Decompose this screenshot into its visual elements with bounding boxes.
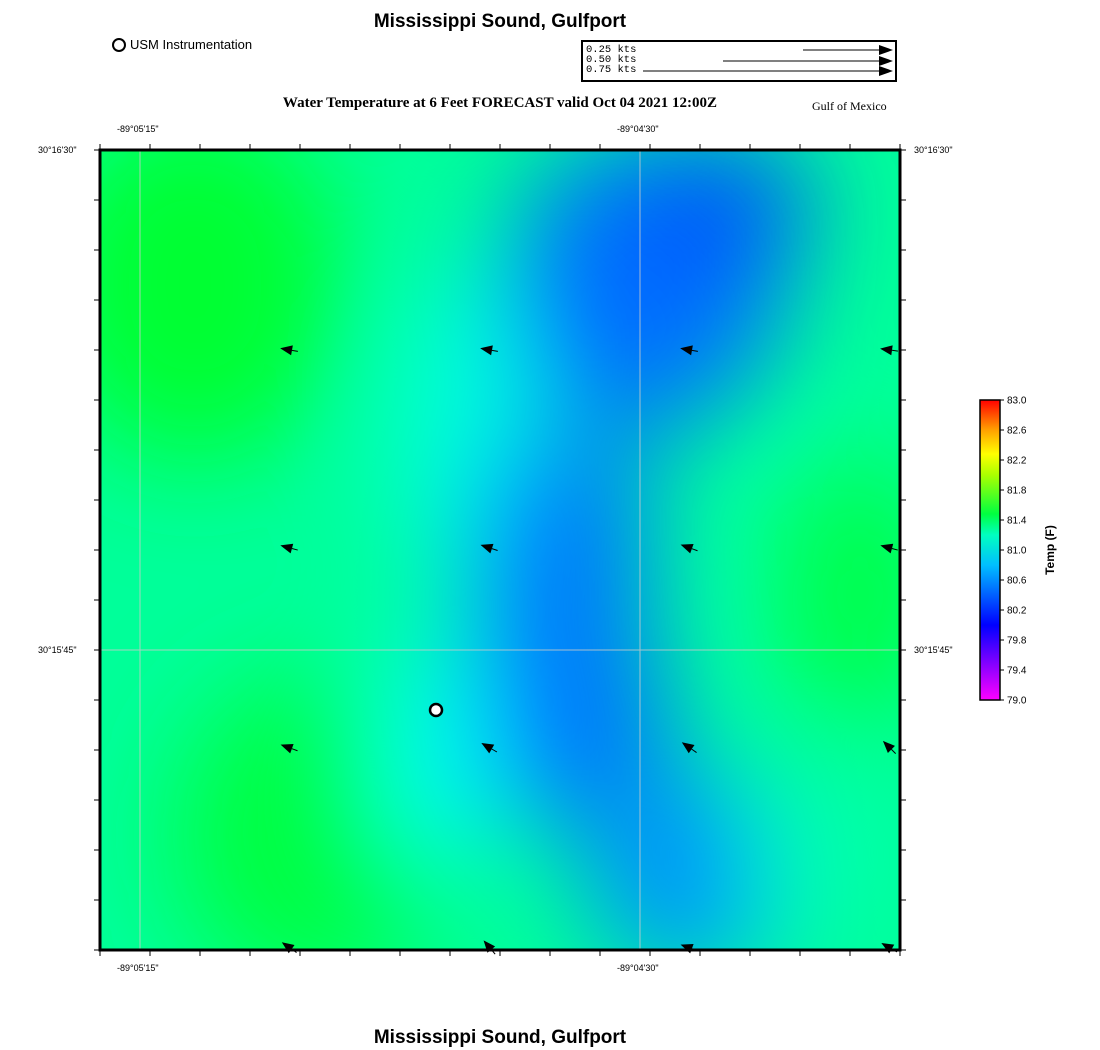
colorbar-tick-label: 79.8: [1007, 635, 1027, 647]
scale-label-050: 0.50 kts: [586, 54, 637, 66]
lon-label-bottom-2: -89°04'30": [617, 963, 659, 973]
colorbar-tick-label: 79.0: [1007, 695, 1027, 707]
temperature-field: [85, 135, 915, 965]
colorbar-gradient: [980, 400, 1000, 700]
region-label: Gulf of Mexico: [812, 99, 887, 113]
scale-label-075: 0.75 kts: [586, 64, 637, 76]
instrument-legend: [112, 37, 252, 52]
colorbar-ticks: [1000, 396, 1027, 707]
scale-arrow-050-icon: [723, 56, 893, 66]
forecast-subtitle: Water Temperature at 6 Feet FORECAST valid Oct 04 2021 12:00Z: [282, 95, 718, 111]
colorbar-tick-label: 81.0: [1007, 545, 1027, 557]
colorbar: [970, 390, 1030, 710]
current-speed-scale: [581, 40, 897, 82]
colorbar-tick-label: 80.6: [1007, 575, 1027, 587]
scale-arrow-075-icon: [643, 66, 893, 76]
lon-label-top-2: -89°04'30": [617, 124, 659, 134]
scale-arrows: [583, 42, 895, 80]
colorbar-tick-label: 81.8: [1007, 485, 1027, 497]
lat-label-right-1: 30°16'30": [914, 145, 953, 155]
colorbar-tick-label: 79.4: [1007, 665, 1027, 677]
instrument-legend-label: USM Instrumentation: [130, 37, 253, 52]
lat-label-left-2: 30°15'45": [38, 645, 77, 655]
lon-label-bottom-1: -89°05'15": [117, 963, 159, 973]
lat-label-right-2: 30°15'45": [914, 645, 953, 655]
scale-label-025: 0.25 kts: [586, 44, 637, 56]
map-title: Mississippi Sound, Gulfport: [373, 11, 627, 32]
temperature-map: [85, 135, 915, 965]
lon-label-top-1: -89°05'15": [117, 124, 159, 134]
station-marker-icon: [112, 38, 126, 52]
colorbar-tick-label: 83.0: [1007, 395, 1027, 407]
footer-title: Mississippi Sound, Gulfport: [373, 1027, 627, 1048]
colorbar-tick-label: 80.2: [1007, 605, 1027, 617]
usm-station-marker: [430, 704, 442, 716]
colorbar-tick-label: 82.6: [1007, 425, 1027, 437]
colorbar-tick-label: 81.4: [1007, 515, 1027, 527]
colorbar-tick-label: 82.2: [1007, 455, 1027, 467]
scale-arrow-025-icon: [803, 45, 893, 55]
lat-label-left-1: 30°16'30": [38, 145, 77, 155]
colorbar-title: Temp (F): [1043, 525, 1057, 575]
